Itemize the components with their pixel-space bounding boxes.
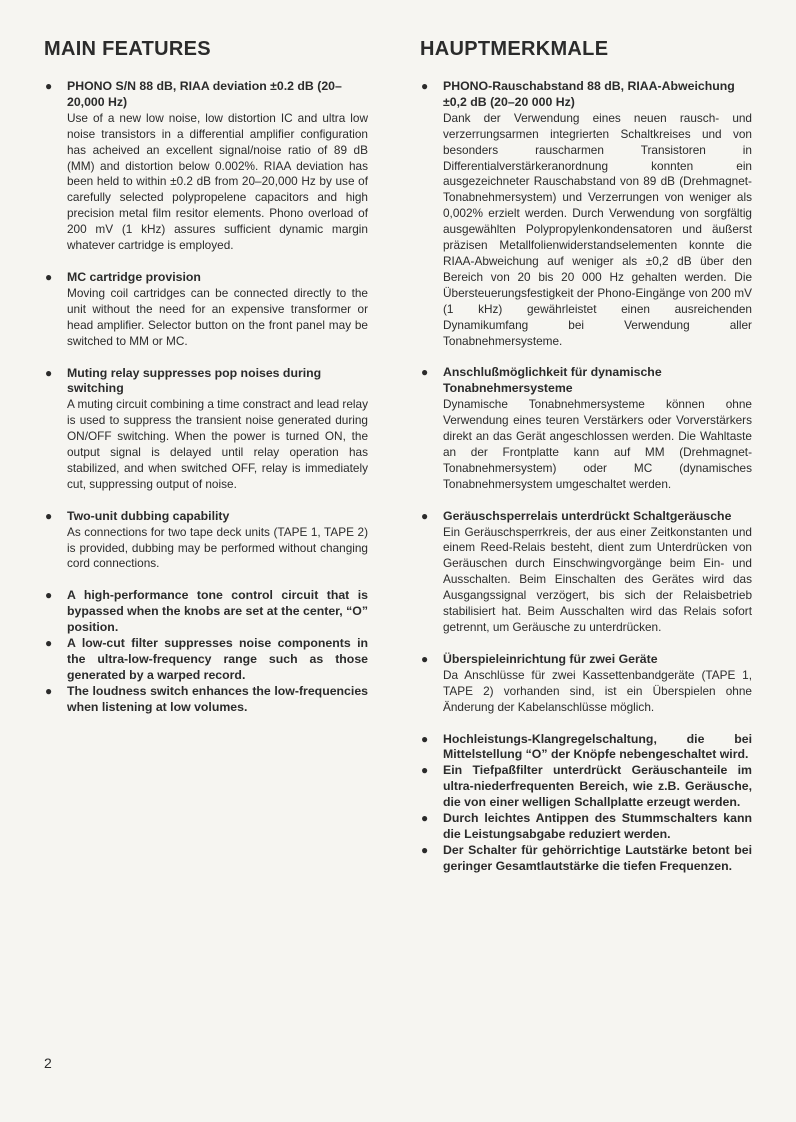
feature-title: PHONO-Rauschabstand 88 dB, RIAA-Abweichung ±0,2 dB (20–20 000 Hz) — [443, 79, 735, 109]
feature-item — [44, 509, 368, 573]
feature-body: Da Anschlüsse für zwei Kassettenbandgeräte (TAPE 1, TAPE 2) vorhanden sind, ist ein Überspielen ohne Änderung der Kabelanschlüsse möglich. — [443, 667, 752, 714]
feature-title: Geräuschsperrelais unterdrückt Schaltgeräusche — [443, 508, 732, 523]
short-feature-text: The loudness switch enhances the low-frequencies when listening at low volumes. — [67, 683, 368, 714]
feature-title: Überspieleinrichtung für zwei Geräte — [443, 651, 658, 666]
bullet-icon: ● — [45, 588, 53, 603]
feature-body: Moving coil cartridges can be connected directly to the unit without the need for an expensive transformer or head amplifier. Selector button on the front panel may be switched to MM or MC. — [67, 285, 368, 348]
short-feature-item — [420, 732, 752, 764]
bullet-icon: ● — [421, 763, 429, 778]
left-heading: MAIN FEATURES — [44, 38, 211, 60]
bullet-icon: ● — [45, 683, 53, 698]
feature-item — [420, 652, 752, 716]
feature-item — [420, 509, 752, 636]
feature-body: Dynamische Tonabnehmersysteme können ohne Verwendung eines teuren Verstärkers oder Vorverstärkers direkt an das Gerät angeschlossen werden. Die Wahltaste an der Frontplatte kann auf MM (Drehmagnet-Tonabnehmersystem) oder MC (dynamisches Tonabnehmersystem umgeschaltet werden. — [443, 397, 752, 491]
short-feature-text: Ein Tiefpaßfilter unterdrückt Geräuschanteile im ultra-niederfrequenten Bereich, wie z.B. Geräusche, die von einer welligen Schallplatte erzeugt werden. — [443, 763, 752, 810]
feature-item — [44, 366, 368, 493]
bullet-icon: ● — [421, 731, 429, 746]
bullet-icon: ● — [45, 365, 53, 380]
short-feature-item — [420, 763, 752, 811]
bullet-icon: ● — [421, 811, 429, 826]
short-feature-text: Der Schalter für gehörrichtige Lautstärke betont bei geringer Gesamtlautstärke die tiefen Frequenzen. — [443, 842, 752, 873]
feature-title: Two-unit dubbing capability — [67, 508, 230, 523]
feature-body: A muting circuit combining a time constract and lead relay is used to suppress the transient noise generated during ON/OFF switching. When the power is turned ON, the output signal is delayed until relay operation has stabilized, and when switched OFF, relay is immediately cut, suppressing output of noise. — [67, 397, 368, 491]
feature-item — [44, 270, 368, 350]
feature-title: Muting relay suppresses pop noises during switching — [67, 365, 322, 396]
short-feature-text: A low-cut filter suppresses noise components in the ultra-low-frequency range such as those generated by a warped record. — [67, 636, 368, 682]
feature-body: Use of a new low noise, low distortion IC and ultra low noise transistors in a differential amplifier configuration has acheived an excellent signal/noise ratio of 89 dB (MM) and distortion below 0.002%. RIAA deviation has been held to within ±0.2 dB from 20–20,000 Hz by use of carefully selected polypropelene capacitors and high precision metal film resitor elements. Phono overload of 200 mV (1 kHz) assures sufficient dynamic margin whatever cartridge is employed. — [67, 110, 368, 253]
bullet-icon: ● — [421, 508, 429, 523]
bullet-icon: ● — [45, 269, 53, 284]
short-feature-item — [420, 843, 752, 875]
bullet-icon: ● — [45, 79, 53, 93]
bullet-icon: ● — [45, 508, 53, 523]
left-column — [44, 38, 368, 716]
bullet-icon: ● — [45, 636, 53, 651]
bullet-icon: ● — [421, 79, 429, 93]
feature-item — [420, 365, 752, 492]
feature-body: Dank der Verwendung eines neuen rausch- und verzerrungsarmen integrierten Schaltkreises und von besonders rauscharmen Transistoren in Differentialverstärkeranordnung konnten ein ausgezeichneter Rauschabstand von 89 dB (Drehmagnet-Tonabnehmersystem) und Verzerrungen von weniger als 0,002% erzielt werden. Durch Verwendung von sorgfältig ausgewählten Polypropylenkondensatoren und äußerst präzisen Metallfolienwiderstandselementen konnte die RIAA-Abweichung auf weniger als ±0,2 dB über den Bereich von 20 bis 20 000 Hz gehalten werden. Die Übersteuerungsfestigkeit der Phono-Eingänge von 200 mV (1 kHz) gewährleistet einen ausreichenden Dynamikumfang bei Verwendung aller Tonabnehmersysteme. — [443, 110, 752, 348]
bullet-icon: ● — [421, 842, 429, 857]
bullet-icon: ● — [421, 365, 429, 380]
right-column — [420, 38, 752, 875]
short-feature-item — [44, 636, 368, 684]
feature-item — [420, 79, 752, 349]
right-heading: HAUPTMERKMALE — [420, 38, 609, 60]
short-feature-text: Durch leichtes Antippen des Stummschalters kann die Leistungsabgabe reduziert werden. — [443, 811, 752, 841]
short-feature-text: A high-performance tone control circuit that is bypassed when the knobs are set at the center, “O” position. — [67, 588, 368, 635]
feature-title: MC cartridge provision — [67, 269, 201, 284]
short-feature-text: Hochleistungs-Klangregelschaltung, die bei Mittelstellung “O” der Knöpfe nebengeschaltet wird. — [443, 731, 752, 762]
page-number: 2 — [44, 1055, 52, 1071]
short-feature-list — [44, 588, 368, 715]
bullet-icon: ● — [421, 651, 429, 666]
short-feature-list — [420, 732, 752, 875]
feature-item — [44, 79, 368, 254]
short-feature-item — [44, 684, 368, 716]
feature-title: PHONO S/N 88 dB, RIAA deviation ±0.2 dB (20–20,000 Hz) — [67, 79, 342, 109]
short-feature-item — [420, 811, 752, 843]
short-feature-item — [44, 588, 368, 636]
feature-body: As connections for two tape deck units (TAPE 1, TAPE 2) is provided, dubbing may be performed without changing cord connections. — [67, 524, 368, 571]
feature-body: Ein Geräuschsperrkreis, der aus einer Zeitkonstanten und einem Reed-Relais besteht, dient zum Unterdrücken von Geräuschen durch Einschwingvorgänge beim Ein- und Ausschalten. Beim Einschalten des Gerätes wird das Ausgangssignal verzögert, bis sich der Relaisbetrieb stabilisiert hat. Beim Ausschalten wird das Relais sofort getrennt, um Geräusche zu unterdrücken. — [443, 524, 752, 634]
feature-title: Anschlußmöglichkeit für dynamische Tonabnehmersysteme — [443, 365, 662, 396]
